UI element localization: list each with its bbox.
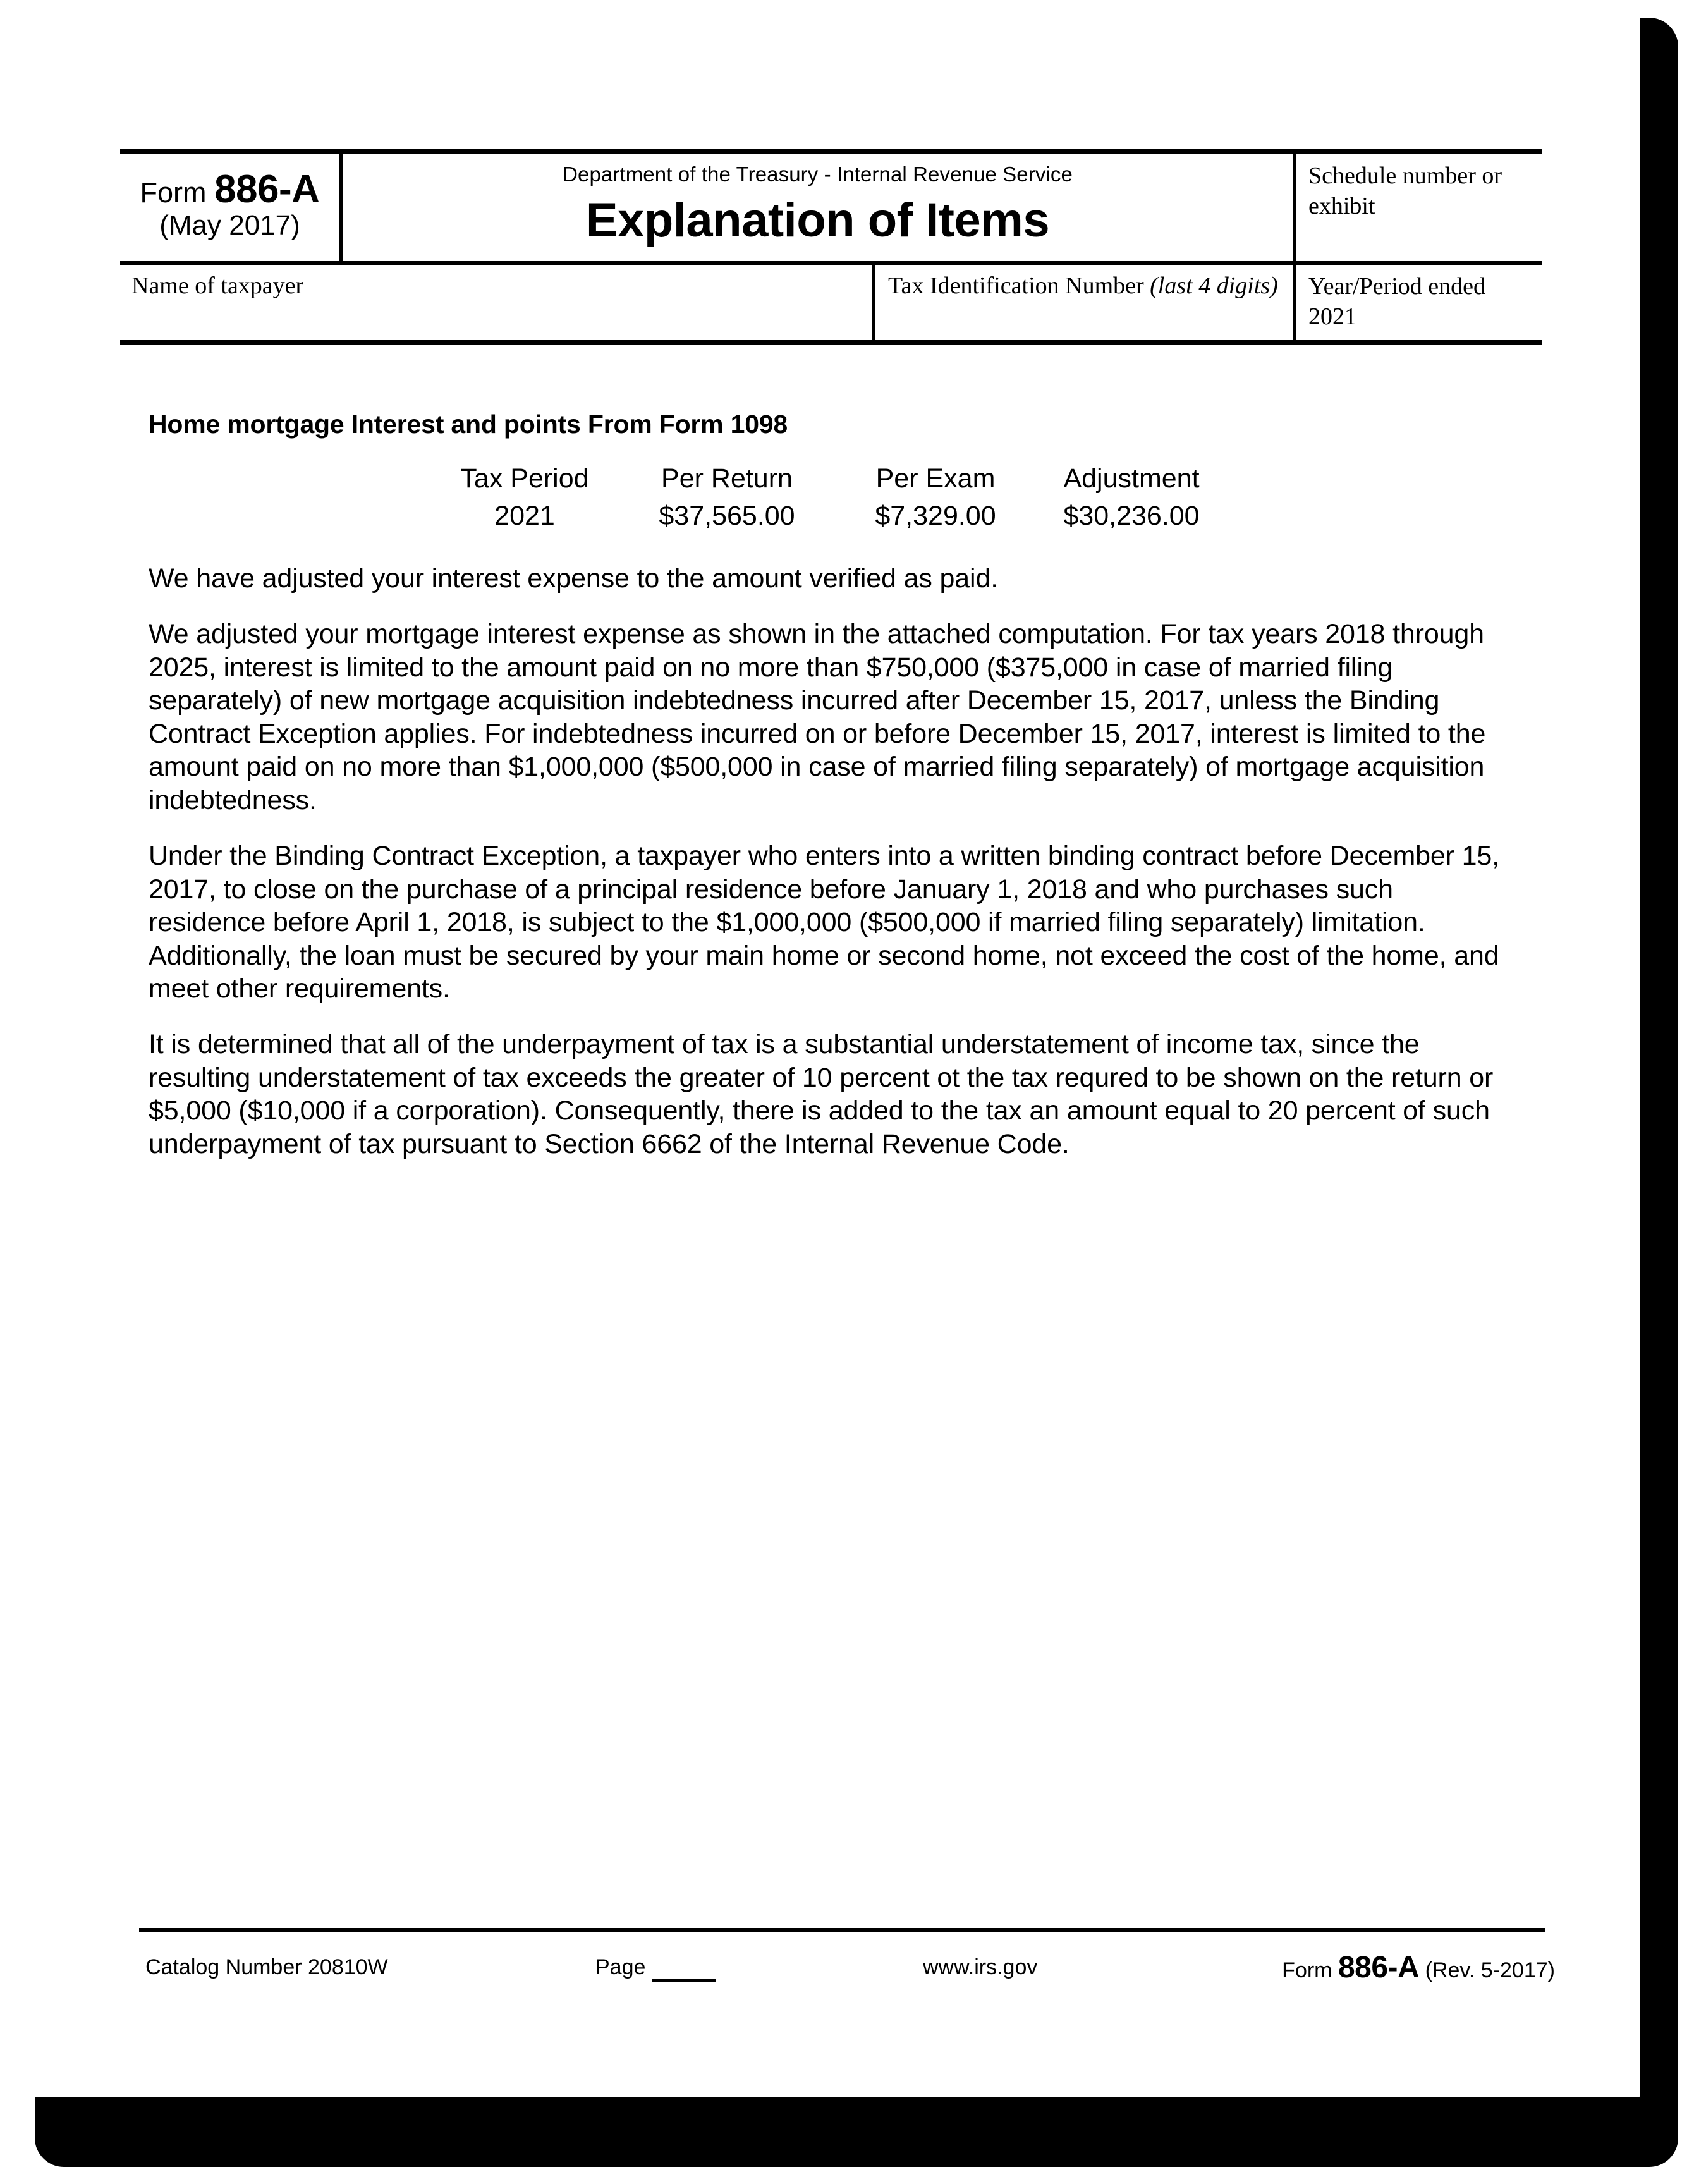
header-row-title	[120, 154, 1542, 261]
department-line: Department of the Treasury - Internal Revenue Service	[563, 162, 1073, 186]
year-period-cell	[1296, 265, 1542, 340]
footer-form-identifier	[1282, 1950, 1555, 1985]
schedule-number-cell: Schedule number or exhibit	[1308, 162, 1502, 219]
header-row-taxpayer	[120, 265, 1542, 340]
page-label: Page	[595, 1955, 646, 1979]
header-bottom-rule	[120, 340, 1542, 345]
year-period-value: 2021	[1308, 303, 1356, 330]
tin-label-italic: (last 4 digits)	[1150, 272, 1278, 299]
footer-form-number: 886-A	[1338, 1951, 1420, 1984]
explanation-paragraph-3: Under the Binding Contract Exception, a taxpayer who enters into a written binding contract before December 15, 2017, to close on the purchase of a principal residence before January 1, 2018 and who purchases such residence before April 1, 2018, is subject to the $1,000,000 ($500,000 if married filing separately) limitation. Additionally, the loan must be secured by your main home or second home, not exceed the cost of the home, and meet other requirements.	[149, 841, 1499, 1004]
tin-cell	[875, 265, 1296, 340]
column-header-adjustment: Adjustment	[1063, 463, 1200, 494]
tin-label: Tax Identification Number	[888, 272, 1150, 299]
form-title-cell	[343, 154, 1296, 261]
irs-website-link[interactable]: www.irs.gov	[923, 1955, 1038, 1979]
catalog-number: Catalog Number 20810W	[145, 1955, 388, 1979]
form-identifier-cell	[120, 154, 343, 261]
page-number-blank[interactable]	[652, 1955, 716, 1982]
column-header-tax-period: Tax Period	[460, 463, 589, 494]
footer-rule	[139, 1928, 1545, 1932]
form-number-line	[140, 169, 320, 210]
cell-per-exam: $7,329.00	[875, 501, 996, 531]
cell-adjustment: $30,236.00	[1063, 501, 1200, 531]
column-header-per-return: Per Return	[661, 463, 793, 494]
form-number: 886-A	[214, 168, 320, 212]
cell-tax-period: 2021	[494, 501, 555, 531]
explanation-paragraph-4: It is determined that all of the underpayment of tax is a substantial understatement of income tax, since the resulting understatement of tax exceeds the greater of 10 percent ot the tax requred to be shown on the return or $5,000 ($10,000 if a corporation). Consequently, there is added to the tax an amount equal to 20 percent of such underpayment of tax pursuant to Section 6662 of the Internal Revenue Code.	[149, 1029, 1494, 1159]
document-body	[149, 410, 1517, 1161]
form-header-table	[120, 149, 1542, 345]
taxpayer-name-cell: Name of taxpayer	[120, 265, 875, 340]
column-header-per-exam: Per Exam	[875, 463, 996, 494]
table-row	[427, 498, 1223, 535]
year-period-label: Year/Period ended	[1308, 273, 1486, 300]
adjustment-figures-table	[427, 463, 1517, 535]
header-middle-rule	[120, 261, 1542, 265]
document-footer	[145, 1951, 1555, 1999]
page-number-field	[595, 1955, 716, 1980]
document-page	[22, 5, 1640, 2097]
explanation-paragraph-2: We adjusted your mortgage interest expense as shown in the attached computation. For tax years 2018 through 2025, interest is limited to the amount paid on no more than $750,000 ($375,000 in case of married filing separately) of new mortgage acquisition indebtedness incurred after December 15, 2017, unless the Binding Contract Exception applies. For indebtedness incurred on or before December 15, 2017, interest is limited to the amount paid on no more than $1,000,000 ($500,000 in case of married filing separately) of mortgage acquisition indebtedness.	[149, 619, 1486, 815]
footer-form-label: Form	[1282, 1958, 1332, 1982]
cell-per-return: $37,565.00	[659, 501, 795, 531]
table-header-row	[427, 463, 1223, 498]
header-top-rule	[120, 149, 1542, 154]
page-title: Explanation of Items	[585, 193, 1050, 247]
explanation-paragraph-1: We have adjusted your interest expense to the amount verified as paid.	[149, 563, 999, 594]
footer-form-revision: (Rev. 5-2017)	[1425, 1958, 1555, 1982]
form-revision-date: (May 2017)	[159, 210, 300, 241]
section-heading: Home mortgage Interest and points From Form 1098	[149, 410, 788, 439]
form-word-label: Form	[140, 176, 207, 209]
